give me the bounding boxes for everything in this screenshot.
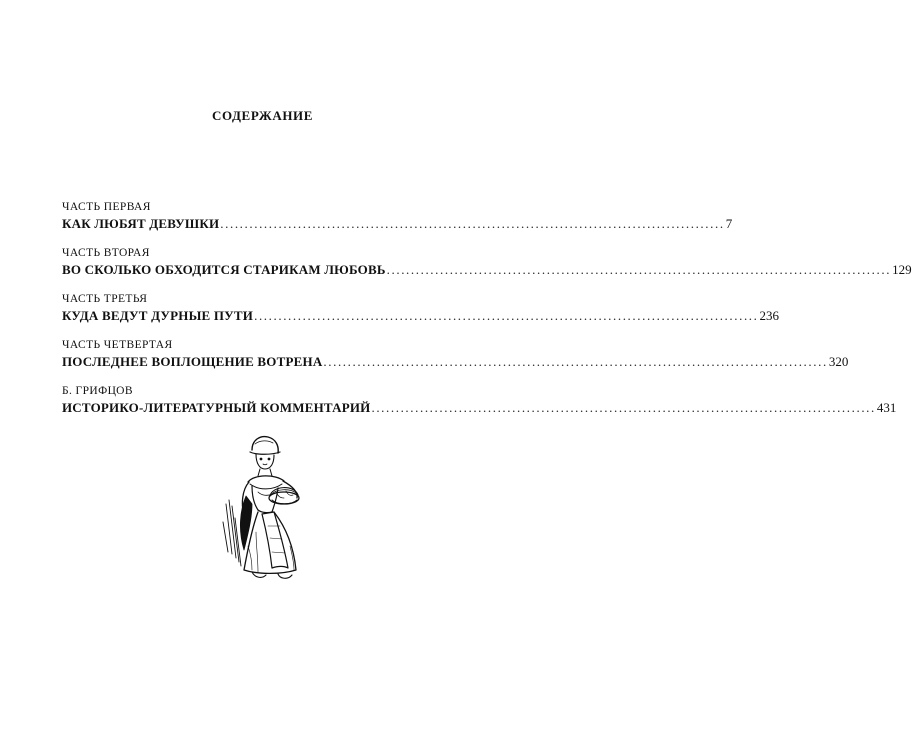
toc-entry (62, 246, 912, 292)
part-label: ЧАСТЬ ВТОРАЯ (62, 247, 150, 259)
chapter-title: КАК ЛЮБЯТ ДЕВУШКИ (62, 216, 220, 231)
dot-leader: ........................................................................................................ (220, 216, 725, 231)
toc-entry (62, 292, 780, 338)
toc-line[interactable] (62, 261, 912, 278)
toc-entry (62, 338, 849, 384)
toc-line[interactable] (62, 215, 733, 232)
part-label: ЧАСТЬ ЧЕТВЕРТАЯ (62, 339, 173, 351)
dot-leader: ........................................................................................................ (371, 400, 876, 415)
toc-line[interactable] (62, 399, 897, 416)
part-label: ЧАСТЬ ПЕРВАЯ (62, 201, 151, 213)
chapter-title: ВО СКОЛЬКО ОБХОДИТСЯ СТАРИКАМ ЛЮБОВЬ (62, 262, 386, 277)
page-number: 320 (828, 354, 849, 369)
chapter-title: КУДА ВЕДУТ ДУРНЫЕ ПУТИ (62, 308, 254, 323)
dot-leader: ........................................................................................................ (323, 354, 828, 369)
dot-leader: ........................................................................................................ (254, 308, 759, 323)
page-number: 236 (759, 308, 780, 323)
table-of-contents (62, 200, 912, 430)
page-title: СОДЕРЖАНИЕ (211, 108, 314, 123)
toc-line[interactable] (62, 307, 780, 324)
page-number: 129 (892, 262, 912, 277)
toc-entry (62, 384, 897, 430)
toc-line[interactable] (62, 353, 849, 370)
chapter-title: ПОСЛЕДНЕЕ ВОПЛОЩЕНИЕ ВОТРЕНА (62, 354, 323, 369)
page-number: 431 (876, 400, 897, 415)
chapter-title: ИСТОРИКО-ЛИТЕРАТУРНЫЙ КОММЕНТАРИЙ (62, 400, 371, 415)
dot-leader: ........................................................................................................ (386, 262, 892, 277)
page-number: 7 (725, 216, 733, 231)
part-label: ЧАСТЬ ТРЕТЬЯ (62, 293, 148, 305)
woman-with-basket-drawing-icon (222, 434, 304, 580)
part-label: Б. ГРИФЦОВ (62, 385, 133, 397)
toc-entry (62, 200, 733, 246)
